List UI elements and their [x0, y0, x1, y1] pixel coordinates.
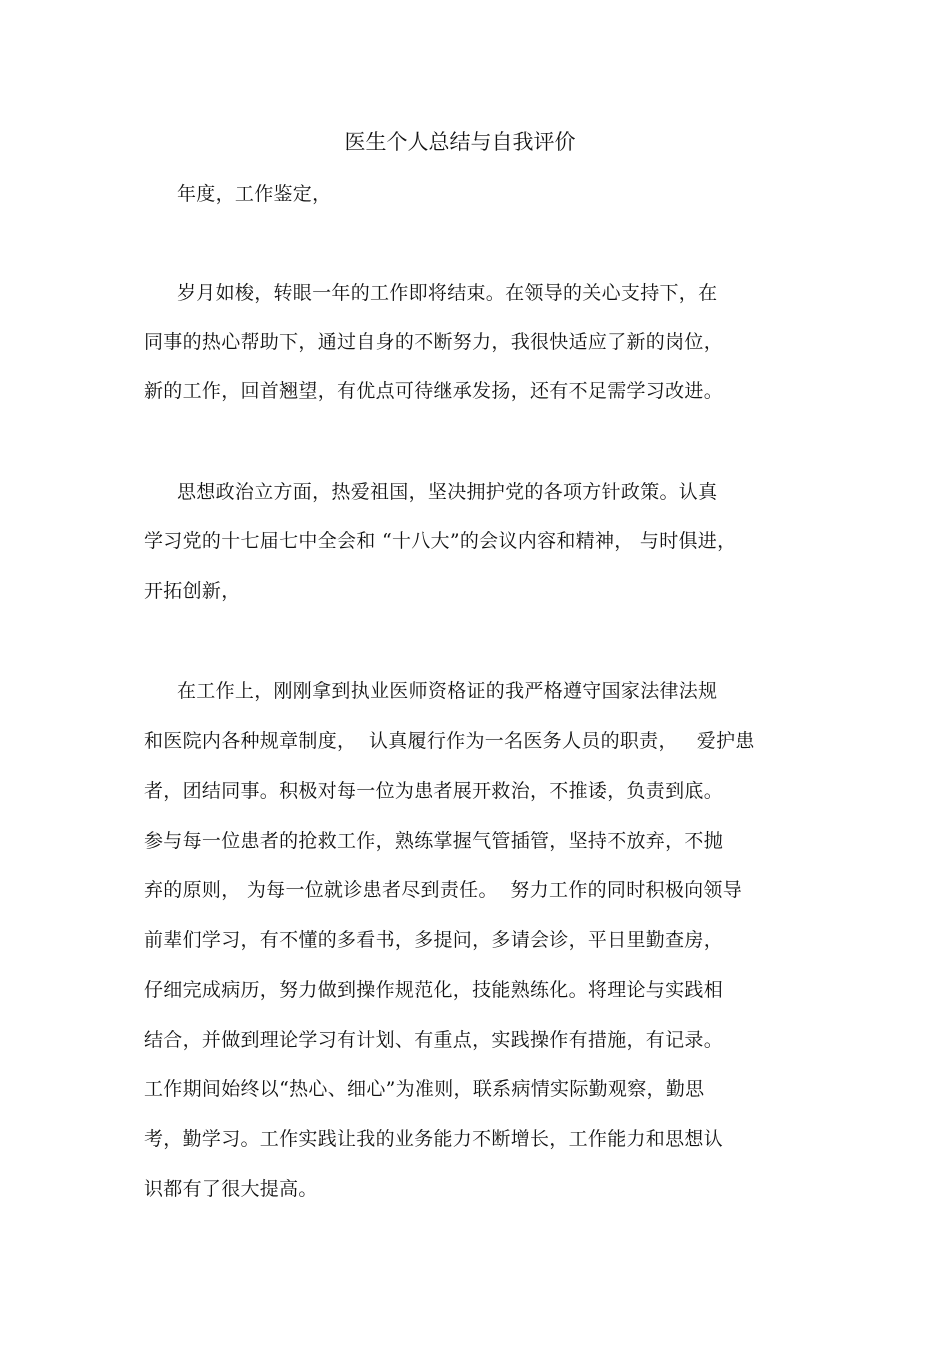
paragraph-3-line-6: 前辈们学习，有不懂的多看书，多提问，多请会诊，平日里勤查房，	[144, 929, 724, 951]
paragraph-3-line-9: 工作期间始终以“热心、细心”为准则，联系病情实际勤观察，勤思	[144, 1078, 705, 1100]
paragraph-3-line-3: 者，团结同事。积极对每一位为患者展开救治，不推诿，负责到底。	[144, 780, 724, 802]
paragraph-3-line-7: 仔细完成病历，努力做到操作规范化，技能熟练化。将理论与实践相	[144, 979, 724, 1001]
paragraph-2-line-2: 学习党的十七届七中全会和 “十八大”的会议内容和精神， 与时俱进，	[144, 530, 737, 552]
paragraph-1-line-2: 同事的热心帮助下，通过自身的不断努力，我很快适应了新的岗位，	[144, 331, 724, 353]
paragraph-3-line-4: 参与每一位患者的抢救工作，熟练掌握气管插管，坚持不放弃，不抛	[144, 830, 724, 852]
paragraph-2-line-1: 思想政治立方面，热爱祖国，坚决拥护党的各项方针政策。认真	[177, 481, 718, 503]
paragraph-3-line-8: 结合，并做到理论学习有计划、有重点，实践操作有措施，有记录。	[144, 1029, 724, 1051]
paragraph-3-line-5: 弃的原则， 为每一位就诊患者尽到责任。 努力工作的同时积极向领导	[144, 879, 743, 901]
paragraph-2-line-3: 开拓创新，	[144, 580, 241, 602]
greeting-line: 年度，工作鉴定，	[177, 183, 332, 205]
paragraph-3-line-11: 识都有了很大提高。	[144, 1178, 318, 1200]
paragraph-1-line-3: 新的工作，回首翘望，有优点可待继承发扬，还有不足需学习改进。	[144, 380, 724, 402]
paragraph-3-line-10: 考，勤学习。工作实践让我的业务能力不断增长，工作能力和思想认	[144, 1128, 724, 1150]
document-title: 医生个人总结与自我评价	[344, 130, 576, 154]
paragraph-3-line-2: 和医院内各种规章制度， 认真履行作为一名医务人员的职责， 爱护患	[144, 730, 755, 752]
paragraph-1-line-1: 岁月如梭，转眼一年的工作即将结束。在领导的关心支持下，在	[177, 282, 718, 304]
paragraph-3-line-1: 在工作上，刚刚拿到执业医师资格证的我严格遵守国家法律法规	[177, 680, 718, 702]
